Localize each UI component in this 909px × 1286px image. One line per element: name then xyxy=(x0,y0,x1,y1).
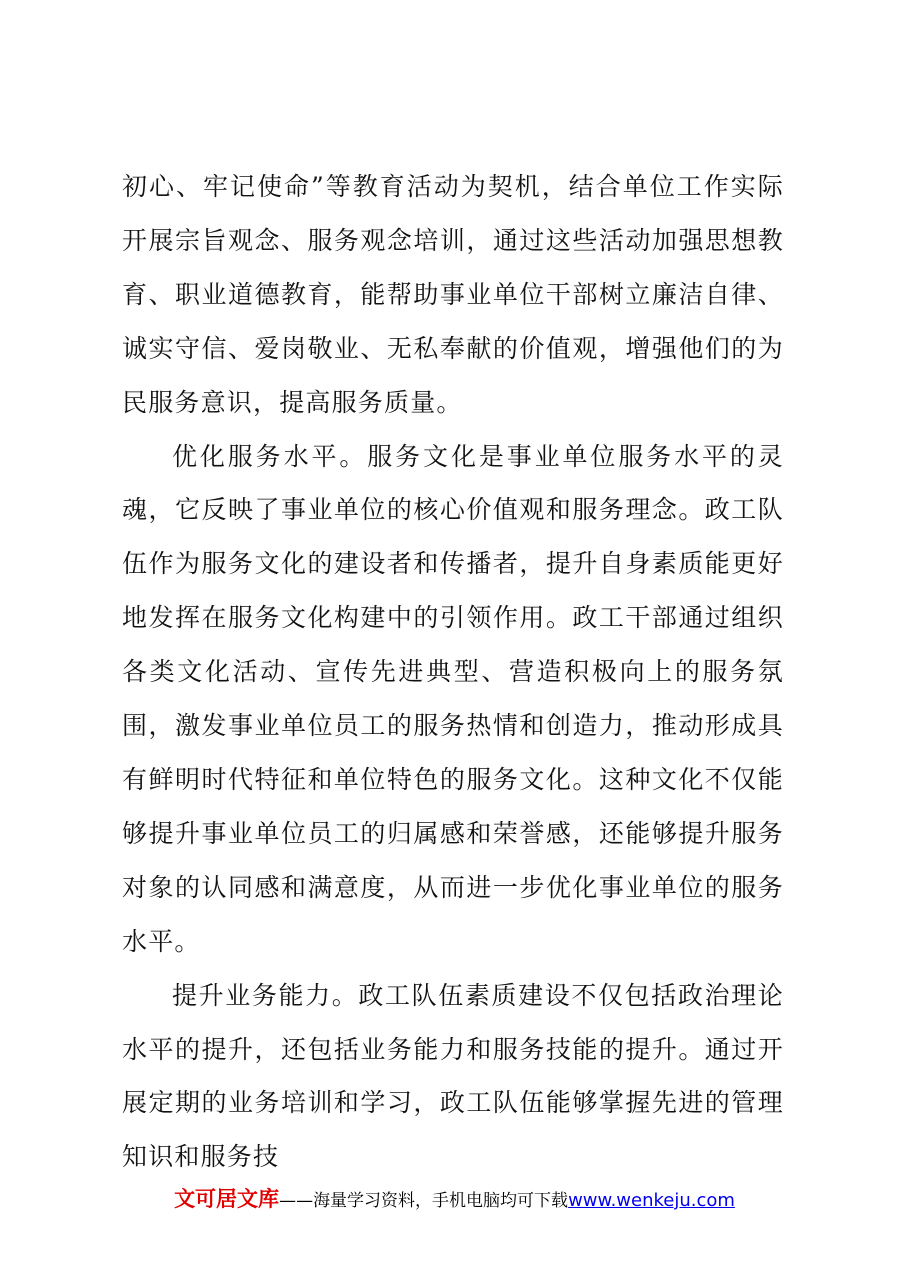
paragraph-1: 初心、牢记使命”等教育活动为契机，结合单位工作实际开展宗旨观念、服务观念培训，通过这些活动加强思想教育、职业道德教育，能帮助事业单位干部树立廉洁自律、诚实守信、爱岗敬业、无私奉献的价值观，增强他们的为民服务意识，提高服务质量。 xyxy=(122,172,784,417)
paragraph-3: 提升业务能力。政工队伍素质建设不仅包括政治理论水平的提升，还包括业务能力和服务技能的提升。通过开展定期的业务培训和学习，政工队伍能够掌握先进的管理知识和服务技 xyxy=(122,980,784,1172)
document-body xyxy=(122,160,784,1184)
page-footer xyxy=(0,1183,909,1213)
footer-brand: 文可居文库 xyxy=(174,1187,280,1211)
paragraph-2: 优化服务水平。服务文化是事业单位服务水平的灵魂，它反映了事业单位的核心价值观和服务理念。政工队伍作为服务文化的建设者和传播者，提升自身素质能更好地发挥在服务文化构建中的引领作用。政工干部通过组织各类文化活动、宣传先进典型、营造积极向上的服务氛围，激发事业单位员工的服务热情和创造力，推动形成具有鲜明时代特征和单位特色的服务文化。这种文化不仅能够提升事业单位员工的归属感和荣誉感，还能够提升服务对象的认同感和满意度，从而进一步优化事业单位的服务水平。 xyxy=(122,441,784,956)
footer-description: ——海量学习资料，手机电脑均可下载 xyxy=(279,1191,569,1211)
footer-url-link[interactable]: www.wenkeju.com xyxy=(568,1190,735,1211)
